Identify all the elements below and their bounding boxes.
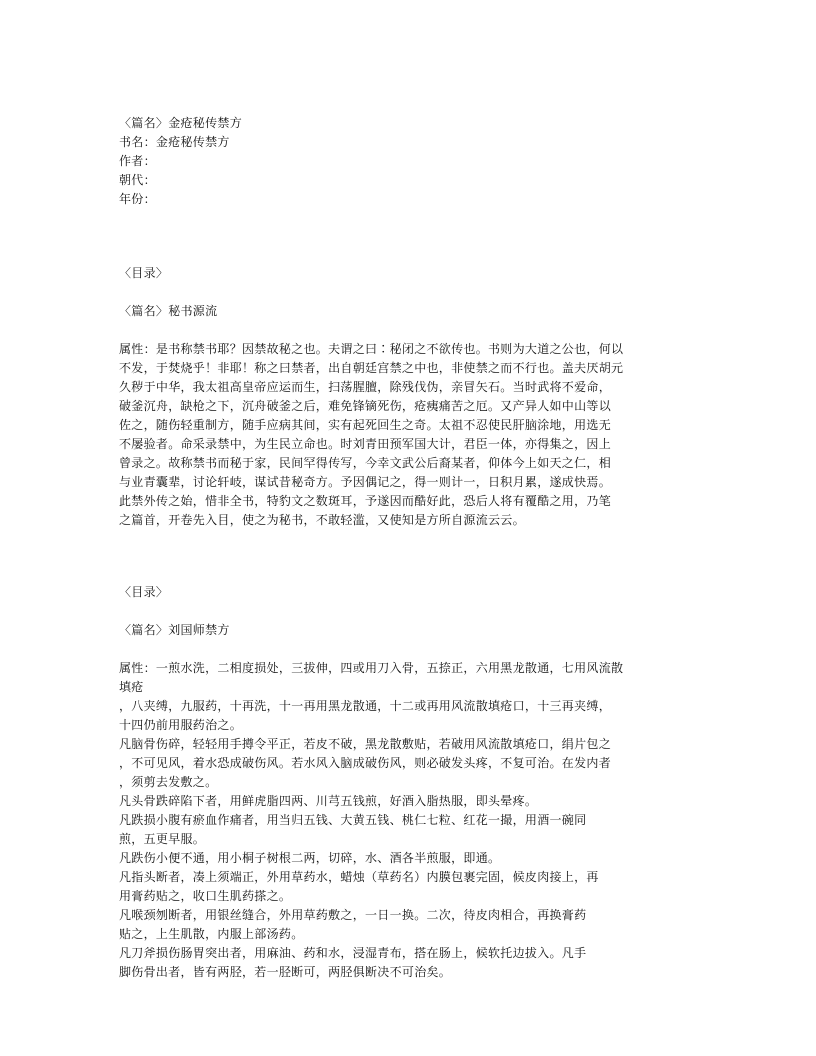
body-line: 脚伤骨出者，皆有两胫，若一胫断可，两胫俱断决不可治矣。 bbox=[119, 965, 452, 979]
body-line: 与业青囊辈，讨论轩岐，谋试昔秘奇方。予因偶记之，得一则计一，日积月累，遂成快焉。 bbox=[119, 475, 612, 489]
body-line: 凡喉颈刎断者，用银丝缝合，外用草药敷之，一日一换。二次，待皮肉相合，再换膏药 bbox=[119, 908, 587, 922]
piece-title: 〈篇名〉金疮秘传禁方 bbox=[119, 116, 243, 130]
document-page bbox=[119, 114, 704, 982]
body-line: 十四仍前用服药治之。 bbox=[119, 718, 243, 732]
section-body bbox=[119, 659, 704, 982]
book-name: 书名：金疮秘传禁方 bbox=[119, 135, 230, 149]
author-field: 作者： bbox=[119, 154, 156, 168]
section-title: 〈篇名〉秘书源流 bbox=[119, 304, 218, 318]
body-line: 不屡验者。命采录禁中，为生民立命也。时刘青田预军国大计，君臣一体，亦得集之，因上 bbox=[119, 437, 612, 451]
body-line: 此禁外传之始，惜非全书，特豹文之数斑耳，予遂因而酷好此，恐后人将有覆酷之用，乃笔 bbox=[119, 494, 612, 508]
section-title: 〈篇名〉刘国师禁方 bbox=[119, 623, 230, 637]
body-line: 凡头骨跌碎陷下者，用鲜虎脂四两、川芎五钱煎，好酒入脂热服，即头晕疼。 bbox=[119, 794, 538, 808]
spacer bbox=[119, 209, 704, 264]
body-line: 凡跌损小腹有瘀血作痛者，用当归五钱、大黄五钱、桃仁七粒、红花一撮，用酒一碗同 bbox=[119, 813, 587, 827]
section-body bbox=[119, 340, 704, 530]
body-line: 不发，于焚烧乎！非耶！称之曰禁者，出自朝廷宫禁之中也，非使禁之而不行也。盖夫厌胡元 bbox=[119, 361, 624, 375]
body-line: 属性：一煎水洗，二相度损处，三拔伸，四或用刀入骨，五捺正，六用黑龙散通，七用风流散 bbox=[119, 661, 624, 675]
body-line: ，八夹缚，九服药，十再洗，十一再用黑龙散通，十二或再用风流散填疮口，十三再夹缚， bbox=[119, 699, 612, 713]
body-line: 破釜沉舟，缺枪之下，沉舟破釜之后，难免锋镝死伤，疮痍痛苦之厄。又产异人如中山等以 bbox=[119, 399, 612, 413]
toc-heading: 〈目录〉 bbox=[119, 266, 169, 280]
body-line: 属性：是书称禁书耶？因禁故秘之也。夫谓之曰∶秘闭之不欲传也。书则为大道之公也，何以 bbox=[119, 342, 624, 356]
body-line: 佐之，随伤轻重制方，随手应病其间，实有起死回生之奇。太祖不忍使民肝脑涂地，用选无 bbox=[119, 418, 612, 432]
body-line: 用膏药贴之，收口生肌药搽之。 bbox=[119, 889, 292, 903]
body-line: 凡指头断者，凑上须端正，外用草药水，蜡烛（草药名）内膜包裹完固，候皮肉接上，再 bbox=[119, 870, 599, 884]
body-line: 曾录之。故称禁书而秘于家，民间罕得传写，今幸文武公后裔某者，仰体今上如天之仁，相 bbox=[119, 456, 612, 470]
spacer bbox=[119, 640, 704, 659]
body-line: 煎，五更早服。 bbox=[119, 832, 206, 846]
spacer bbox=[119, 321, 704, 340]
toc-heading: 〈目录〉 bbox=[119, 585, 169, 599]
year-field: 年份： bbox=[119, 192, 156, 206]
body-line: 久秽于中华，我太祖高皇帝应运而生，扫荡腥膻，除残伐伪，亲冒矢石。当时武将不爱命， bbox=[119, 380, 612, 394]
body-line: ，须剪去发敷之。 bbox=[119, 775, 218, 789]
body-line: 凡跌伤小便不通，用小桐子树根二两，切碎，水、酒各半煎服，即通。 bbox=[119, 851, 501, 865]
body-line: 凡脑骨伤碎，轻轻用手撙令平正，若皮不破，黑龙散敷贴，若破用风流散填疮口，绢片包之 bbox=[119, 737, 612, 751]
dynasty-field: 朝代： bbox=[119, 173, 156, 187]
body-line: ，不可见风，着水恐成破伤风。若水风入脑成破伤风，则必破发头疼，不复可治。在发内者 bbox=[119, 756, 612, 770]
spacer bbox=[119, 602, 704, 621]
body-line: 之篇首，开卷先入目，使之为秘书，不敢轻滥，又使知是方所自源流云云。 bbox=[119, 513, 525, 527]
body-line: 凡刀斧损伤肠胃突出者，用麻油、药和水，浸湿青布，搭在肠上，候软托边拔入。凡手 bbox=[119, 946, 587, 960]
spacer bbox=[119, 283, 704, 302]
body-line: 填疮 bbox=[119, 680, 144, 694]
spacer bbox=[119, 530, 704, 583]
body-line: 贴之，上生肌散，内服上部汤药。 bbox=[119, 927, 304, 941]
